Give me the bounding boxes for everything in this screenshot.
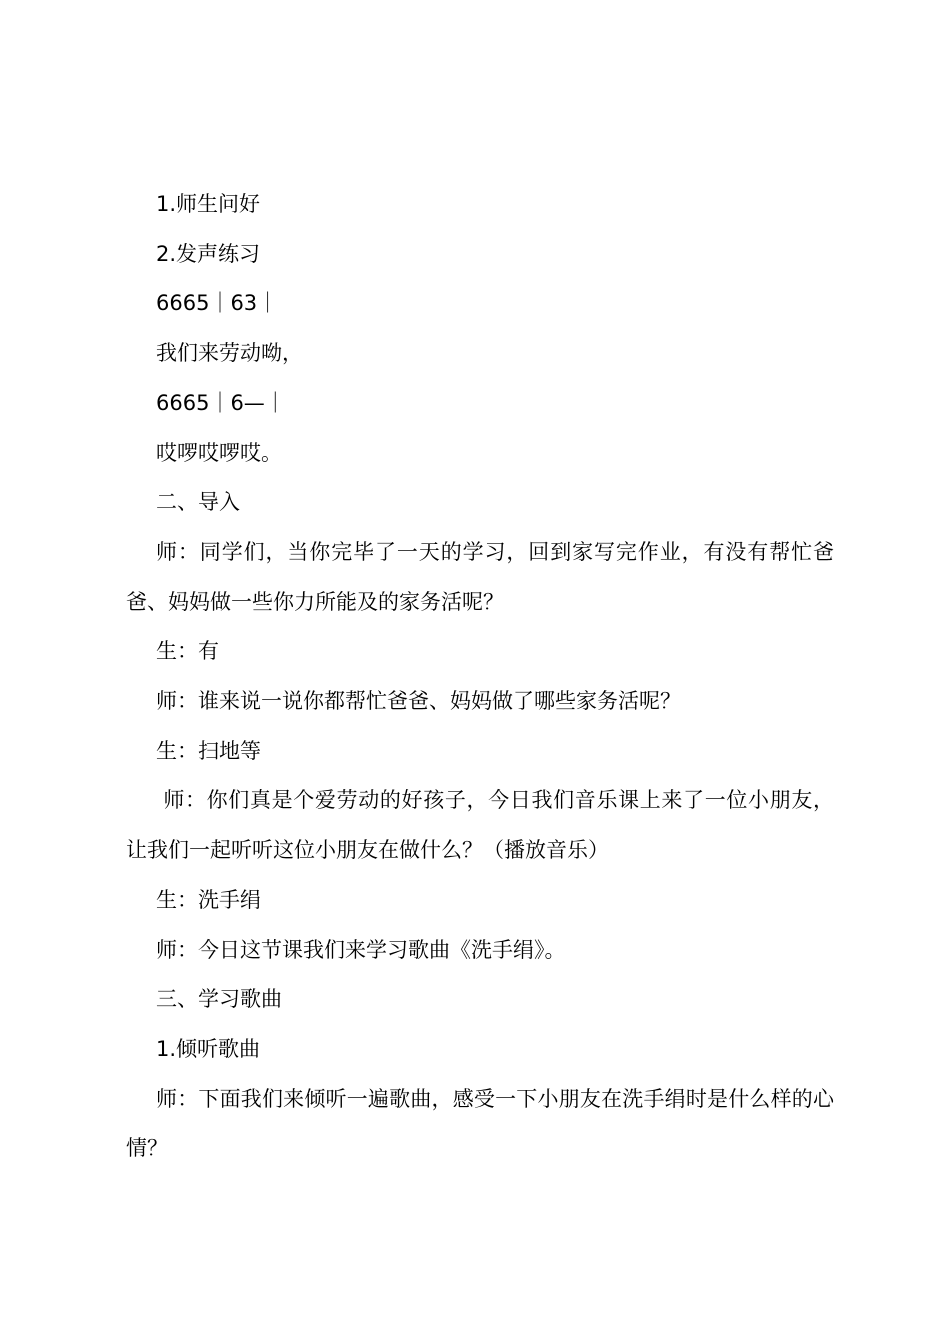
student-line-3: 生：洗手绢: [156, 887, 261, 912]
teacher-line-4: 师：今日这节课我们来学习歌曲《洗手绢》。: [156, 937, 566, 962]
student-line-2: 生：扫地等: [156, 738, 261, 763]
teacher-line-5: 师：下面我们来倾听一遍歌曲，感受一下小朋友在洗手绢时是什么样的心情？: [126, 1086, 834, 1161]
section-heading-intro: 二、导入: [156, 490, 240, 515]
notation-line-1: 6665｜63｜: [156, 291, 279, 316]
step-vocal-practice: 2.发声练习: [156, 241, 261, 266]
notation-line-2: 6665｜6—｜: [156, 390, 286, 415]
step-listen-song: 1.倾听歌曲: [156, 1036, 261, 1061]
step-greeting: 1.师生问好: [156, 192, 261, 216]
document-body: [126, 180, 834, 1174]
teacher-line-2: 师：谁来说一说你都帮忙爸爸、妈妈做了哪些家务活呢？: [156, 689, 681, 714]
lyric-line-1: 我们来劳动呦，: [156, 341, 303, 366]
student-line-1: 生：有: [156, 639, 219, 664]
teacher-line-1: 师：同学们，当你完毕了一天的学习，回到家写完作业，有没有帮忙爸爸、妈妈做一些你力所能及的家务活呢？: [126, 539, 834, 614]
section-heading-learn-song: 三、学习歌曲: [156, 987, 282, 1012]
teacher-line-3: 师：你们真是个爱劳动的好孩子，今日我们音乐课上来了一位小朋友，让我们一起听听这位小朋友在做什么？（播放音乐）: [126, 788, 834, 863]
lyric-line-2: 哎啰哎啰哎。: [156, 440, 282, 465]
